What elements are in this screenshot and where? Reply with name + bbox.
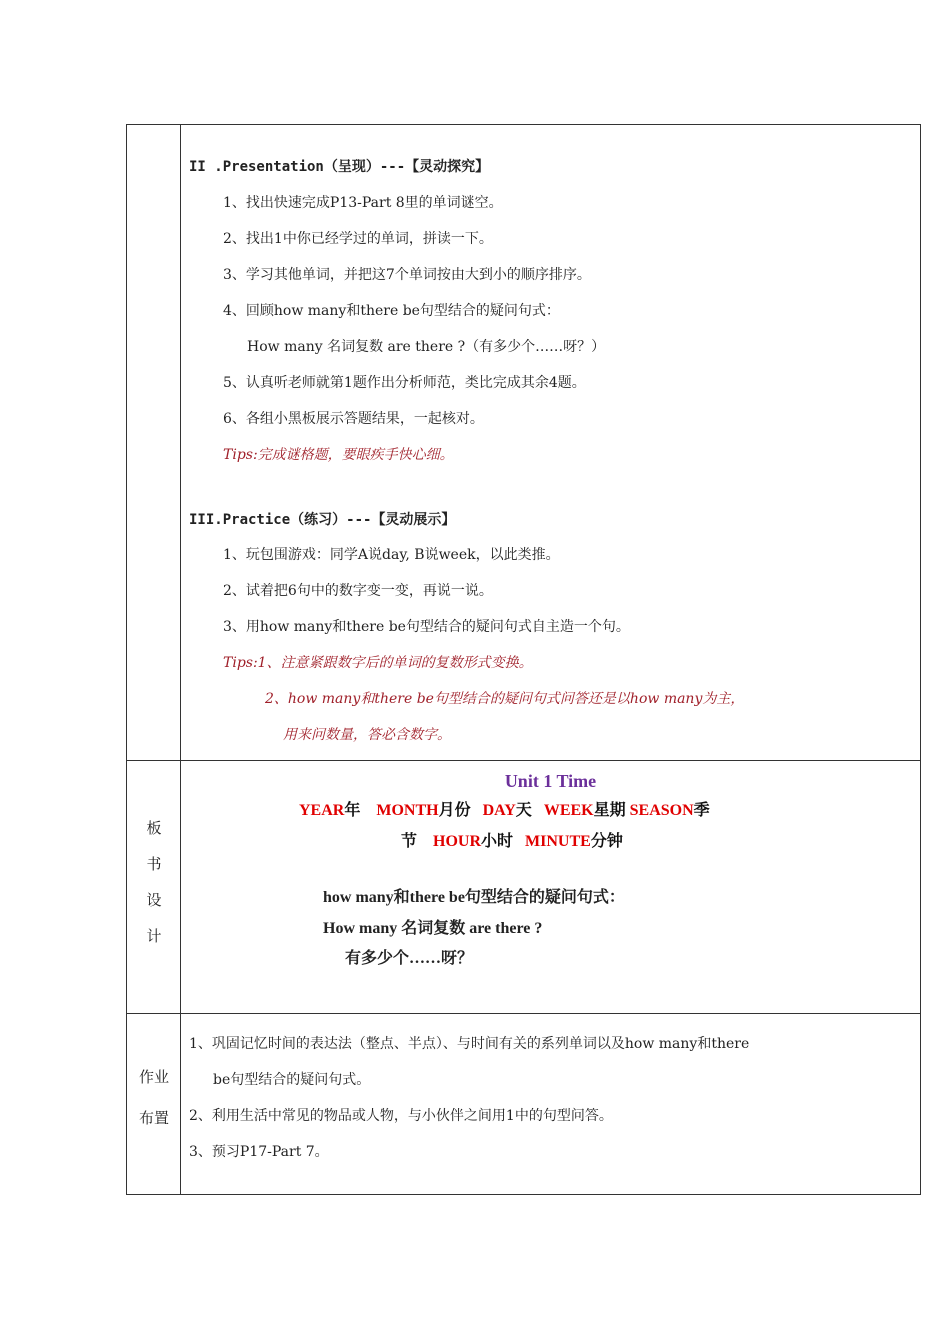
vocab-zh: 小时 — [481, 833, 514, 850]
vocab-zh: 分钟 — [590, 833, 623, 850]
practice-item: 1、玩包围游戏：同学A说day, B说week，以此类推。 — [223, 547, 560, 563]
board-design-row — [127, 761, 921, 1014]
pattern-intro: how many和there be句型结合的疑问句式： — [323, 889, 625, 906]
row1-content-cell — [181, 125, 921, 761]
presentation-item: 3、学习其他单词，并把这7个单词按由大到小的顺序排序。 — [223, 267, 591, 283]
vocab-en: MINUTE — [525, 833, 591, 850]
vocab-zh: 季 — [693, 802, 710, 819]
homework-label: 布置 — [138, 1109, 169, 1127]
homework-label-cell — [127, 1014, 181, 1195]
board-label-char: 计 — [146, 927, 162, 945]
lesson-plan-table — [126, 124, 921, 1195]
vocab-en: YEAR — [299, 802, 345, 819]
pattern-meaning: 有多少个……呀？ — [345, 950, 474, 967]
row1-label-cell — [127, 125, 181, 761]
board-label-char: 板 — [146, 819, 162, 837]
presentation-item: 5、认真听老师就第1题作出分析师范，类比完成其余4题。 — [223, 375, 586, 391]
vocab-en: WEEK — [543, 802, 594, 819]
practice-heading: III.Practice（练习）---【灵动展示】 — [189, 512, 456, 528]
board-label-char: 书 — [146, 855, 162, 873]
presentation-item: How many 名词复数 are there ?（有多少个……呀？） — [247, 339, 606, 355]
vocab-line-1 — [299, 801, 710, 821]
homework-row — [127, 1014, 921, 1195]
presentation-practice-row — [127, 125, 921, 761]
vocab-zh: 星期 — [593, 802, 626, 819]
practice-tips: 用来问数量，答必含数字。 — [283, 727, 451, 743]
vocab-en: DAY — [482, 802, 516, 819]
vocab-en: HOUR — [433, 833, 482, 850]
vocab-zh: 年 — [344, 802, 361, 819]
board-label-cell — [127, 761, 181, 1014]
vocab-zh: 天 — [515, 802, 532, 819]
presentation-tips: Tips:完成谜格题，要眼疾手快心细。 — [223, 447, 454, 463]
practice-tips: Tips:1、注意紧跟数字后的单词的复数形式变换。 — [223, 655, 533, 671]
homework-content-cell — [181, 1014, 921, 1195]
vocab-zh: 节 — [401, 833, 418, 850]
presentation-item: 4、回顾how many和there be句型结合的疑问句式： — [223, 303, 560, 319]
vocab-en: MONTH — [376, 802, 439, 819]
vocab-line-2 — [401, 832, 623, 852]
board-label-char: 设 — [146, 891, 162, 909]
homework-item: 1、巩固记忆时间的表达法（整点、半点）、与时间有关的系列单词以及how many和there — [189, 1036, 750, 1052]
presentation-item: 6、各组小黑板展示答题结果，一起核对。 — [223, 411, 484, 427]
presentation-heading: II .Presentation（呈现）---【灵动探究】 — [189, 159, 490, 175]
board-title: Unit 1 Time — [504, 771, 597, 791]
board-content-cell — [181, 761, 921, 1014]
presentation-item: 2、找出1中你已经学过的单词，拼读一下。 — [223, 231, 493, 247]
presentation-item: 1、找出快速完成P13-Part 8里的单词谜空。 — [223, 195, 503, 211]
homework-label: 作业 — [138, 1068, 169, 1086]
practice-tips: 2、how many和there be句型结合的疑问句式问答还是以how many为主， — [265, 691, 745, 707]
homework-item: be句型结合的疑问句式。 — [213, 1072, 371, 1088]
practice-item: 3、用how many和there be句型结合的疑问句式自主造一个句。 — [223, 619, 630, 635]
practice-item: 2、试着把6句中的数字变一变，再说一说。 — [223, 583, 493, 599]
vocab-zh: 月份 — [438, 802, 471, 819]
homework-item: 2、利用生活中常见的物品或人物，与小伙伴之间用1中的句型问答。 — [189, 1108, 613, 1124]
homework-item: 3、预习P17-Part 7。 — [189, 1144, 329, 1160]
pattern-formula: How many 名词复数 are there ? — [323, 920, 543, 937]
vocab-en: SEASON — [629, 802, 694, 819]
